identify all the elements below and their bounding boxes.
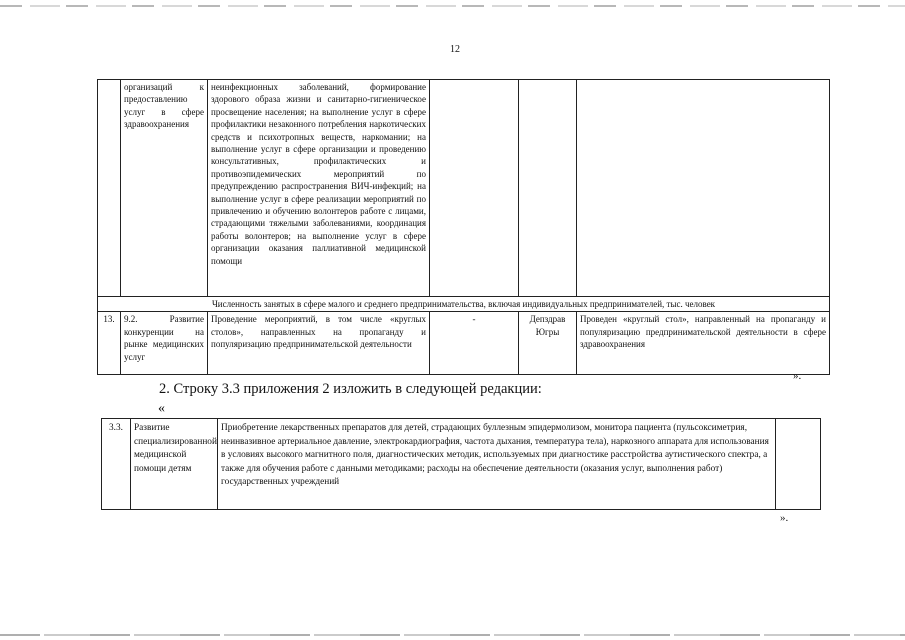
instruction-text: 2. Строку 3.3 приложения 2 изложить в следующей редакции: (159, 381, 542, 397)
cell-executor (519, 80, 577, 297)
cell-result: Проведен «круглый стол», направленный на пропаганду и популяризацию предпринимательской деятельности в сфере здравоохранения (577, 312, 830, 375)
cell-value (430, 80, 519, 297)
scan-edge-top (0, 5, 905, 7)
cell-num (98, 80, 121, 297)
cell-activity: неинфекционных заболеваний, формирование здорового образа жизни и санитарно-гигиеническое просвещение населения; на выполнение услуг в сфере профилактики незаконного потребления наркотических средств и психотропных веществ, наркомании; на выполнение услуг в сфере организации и проведению консультативных, профилактических и противоэпидемических мероприятий по предупреждению распространения ВИЧ-инфекций; на выполнение услуг в сфере реализации мероприятий по привлечению и обучению волонтеров работе с лицами, страдающими тяжелыми заболеваниями, координация работы волонтеров; на выполнение услуг в сфере организации оказания паллиативной медицинской помощи (208, 80, 430, 297)
closing-quote: ». (780, 512, 789, 524)
cell-num: 13. (98, 312, 121, 375)
cell-executor: Депздрав Югры (519, 312, 577, 375)
replacement-row-table (101, 418, 821, 510)
cell-measure-name: организаций к предоставлению услуг в сфере здравоохранения (121, 80, 208, 297)
cell-num: 3.3. (102, 419, 131, 510)
opening-quote: « (158, 401, 165, 416)
measures-table (97, 79, 830, 375)
cell-result (577, 80, 830, 297)
cell-value: - (430, 312, 519, 375)
table-row (98, 80, 830, 297)
section-header: Численность занятых в сфере малого и среднего предпринимательства, включая индивидуальных предпринимателей, тыс. человек (98, 297, 830, 312)
cell-measure-name: Развитие специализированной медицинской помощи детям (131, 419, 218, 510)
cell-empty (776, 419, 821, 510)
scan-edge-bottom (0, 634, 905, 636)
closing-quote: ». (793, 370, 802, 382)
table-row (102, 419, 821, 510)
cell-activity: Проведение мероприятий, в том числе «круглых столов», направленных на пропаганду и популяризацию предпринимательской деятельности (208, 312, 430, 375)
page-number: 12 (450, 44, 460, 55)
cell-measure-name: 9.2. Развитие конкуренции на рынке медицинских услуг (121, 312, 208, 375)
cell-description: Приобретение лекарственных препаратов для детей, страдающих буллезным эпидермолизом, монитора пациента (пульсоксиметрия, неинвазивное артериальное давление, электрокардиография, частота дыхания, температура тела), наркозного аппарата для использования в условиях высокого магнитного поля, диагностических методик, используемых при диагностике расстройства аутистического спектра, а также для обучения работе с данными методиками; расходы на обеспечение деятельности (оказания услуг, выполнения работ) государственных учреждений (218, 419, 776, 510)
section-header-row (98, 297, 830, 312)
table-row (98, 312, 830, 375)
